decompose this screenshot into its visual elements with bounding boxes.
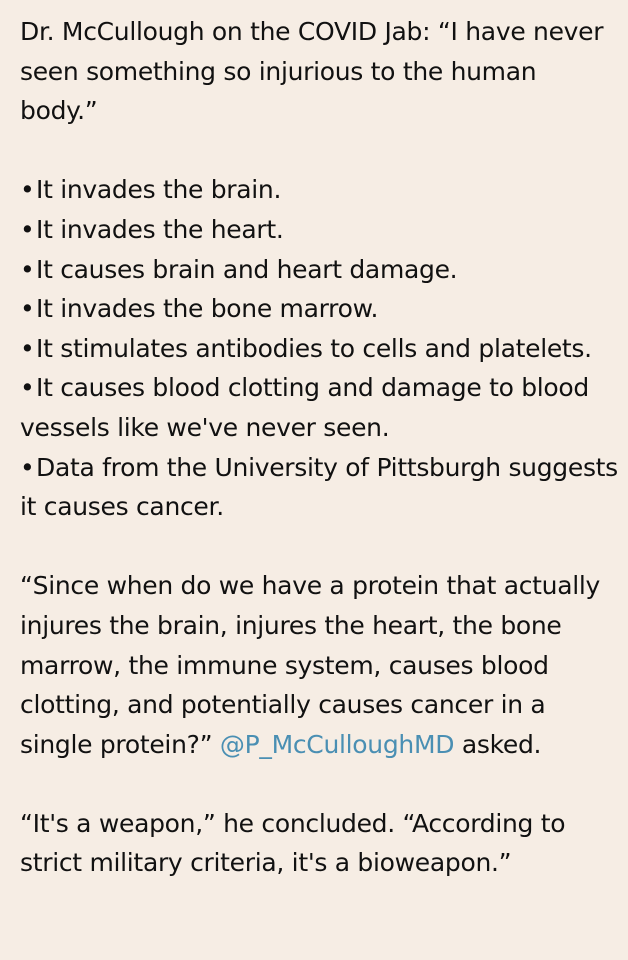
- paragraph-gap: [20, 527, 618, 567]
- quote-paragraph: [20, 566, 618, 764]
- bullet-dot: •: [20, 452, 35, 482]
- bullet-item: [20, 329, 618, 369]
- bullet-dot: •: [20, 373, 35, 403]
- conclusion-paragraph: “It's a weapon,” he concluded. “According to strict military criteria, it's a bioweapon.”: [20, 808, 566, 878]
- bullet-item: [20, 368, 618, 447]
- user-mention-link[interactable]: @P_McCulloughMD: [219, 729, 455, 759]
- paragraph-gap: [20, 764, 618, 804]
- bullet-item: [20, 448, 618, 527]
- paragraph-gap: [20, 131, 618, 171]
- bullet-dot: •: [20, 333, 35, 363]
- quote-attribution: asked.: [461, 729, 542, 759]
- bullet-list: [20, 170, 618, 526]
- bullet-item: [20, 289, 618, 329]
- bullet-text: It causes blood clotting and damage to blood vessels like we've never seen.: [20, 373, 589, 442]
- bullet-text: Data from the University of Pittsburgh suggests it causes cancer.: [20, 452, 618, 522]
- bullet-text: It causes brain and heart damage.: [36, 254, 458, 284]
- bullet-dot: •: [20, 294, 35, 324]
- bullet-item: [20, 170, 618, 210]
- headline: Dr. McCullough on the COVID Jab: “I have never seen something so injurious to the human body.”: [20, 17, 604, 126]
- quote-text: “Since when do we have a protein that actually injures the brain, injures the heart, the bone marrow, the immune system, causes blood clotting, and potentially causes cancer in a single protein?”: [20, 571, 601, 759]
- bullet-text: It stimulates antibodies to cells and platelets.: [36, 333, 592, 363]
- bullet-text: It invades the heart.: [36, 214, 284, 244]
- bullet-dot: •: [20, 214, 35, 244]
- bullet-dot: •: [20, 254, 35, 284]
- bullet-text: It invades the bone marrow.: [36, 294, 379, 324]
- bullet-text: It invades the brain.: [36, 175, 282, 205]
- bullet-item: [20, 250, 618, 290]
- bullet-dot: •: [20, 175, 35, 205]
- bullet-item: [20, 210, 618, 250]
